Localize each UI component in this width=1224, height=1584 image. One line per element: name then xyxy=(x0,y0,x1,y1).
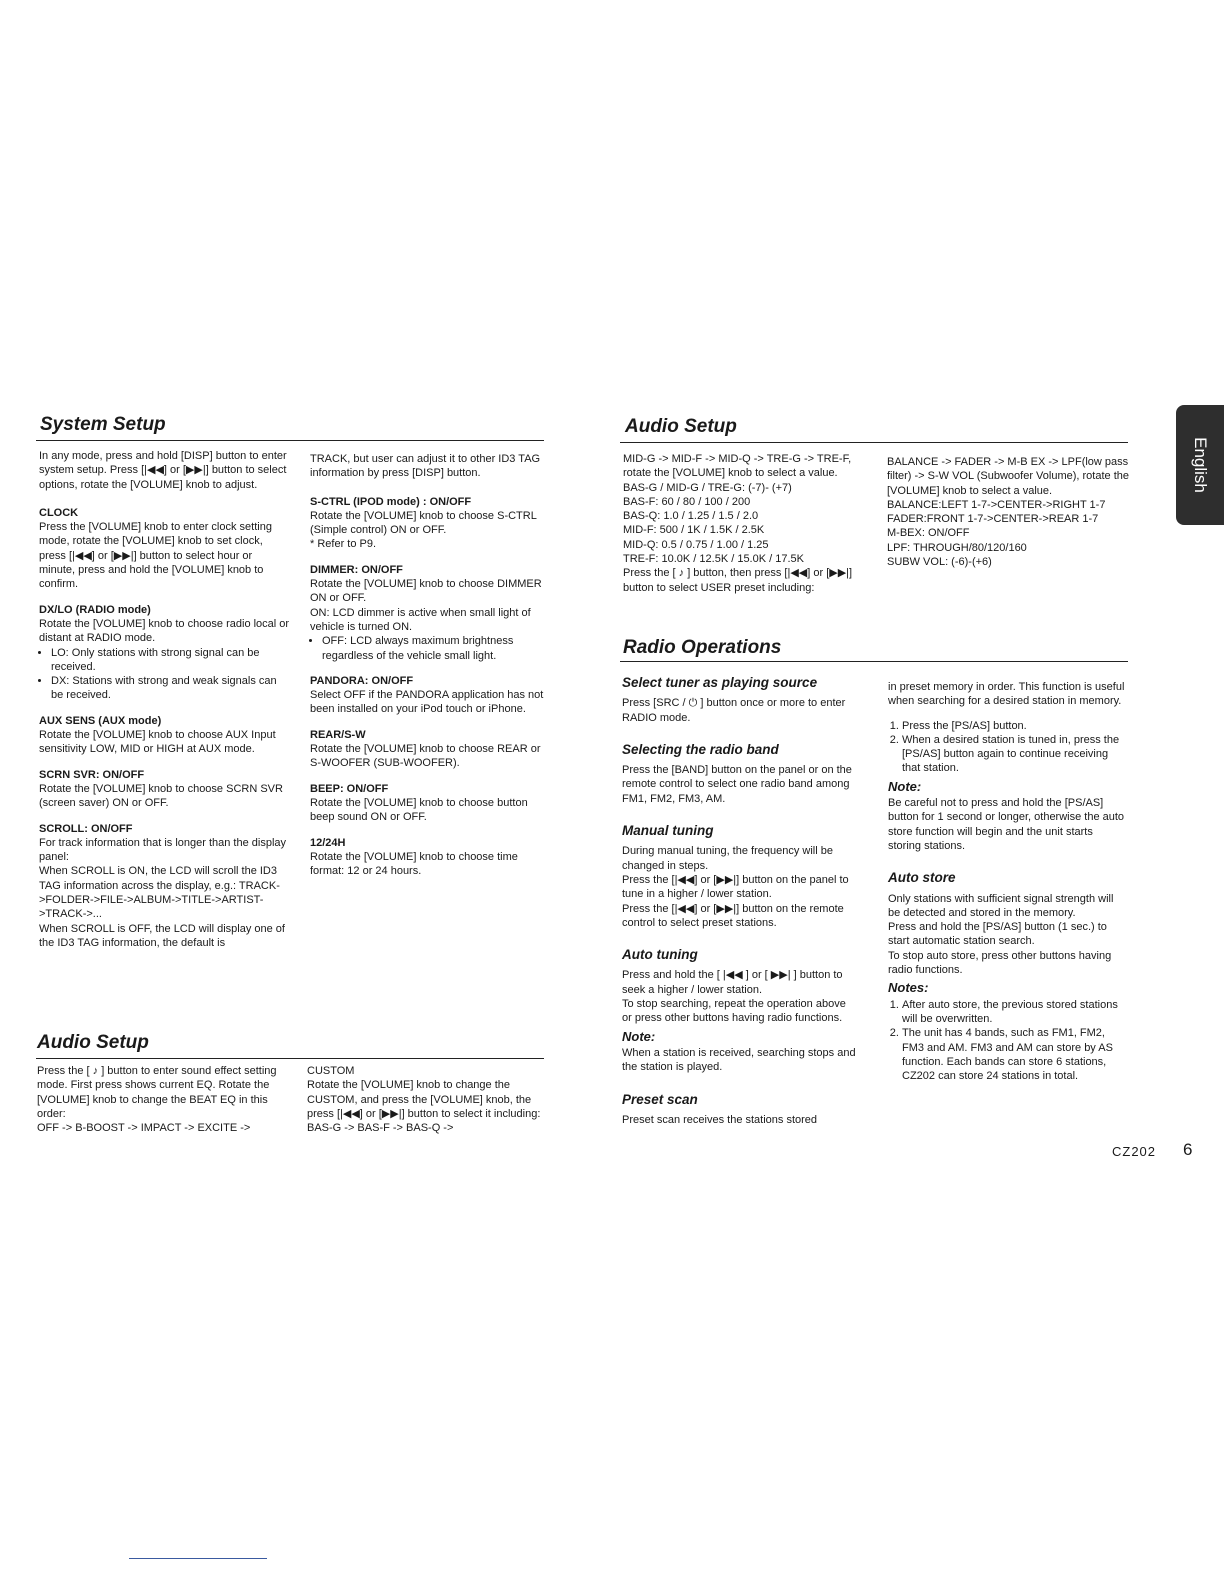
page-number: 6 xyxy=(1183,1140,1193,1159)
audio-setup-rule xyxy=(620,442,1128,443)
clock-heading: CLOCK xyxy=(39,506,79,519)
dimmer-on: ON: LCD dimmer is active when small light of vehicle is turned ON. xyxy=(310,606,531,633)
auto-store-heading: Auto store xyxy=(888,870,956,886)
scroll-text-1: For track information that is longer than the display panel: xyxy=(39,836,287,864)
audio-mid-f: MID-F: 500 / 1K / 1.5K / 2.5K xyxy=(623,524,765,537)
rear-text: Rotate the [VOLUME] knob to choose REAR or S-WOOFER (SUB-WOOFER). xyxy=(310,743,541,770)
radio-band-text: Press the [BAND] button on the panel or on the remote control to select one radio band among FM1, FM2, FM3, AM. xyxy=(622,764,852,805)
preset-scan-text: Preset scan receives the stations stored xyxy=(622,1113,818,1126)
auto-store-text-1: Only stations with sufficient signal strength will be detected and stored in the memory. xyxy=(888,892,1114,919)
audio-tre-f: TRE-F: 10.0K / 12.5K / 15.0K / 17.5K xyxy=(623,553,804,566)
dxlo-bullet-lo: • LO: Only stations with strong signal can be received. xyxy=(51,646,291,675)
select-tuner-text: Press [SRC / ⏻ ] button once or more to enter RADIO mode. xyxy=(622,697,846,724)
beep-text: Rotate the [VOLUME] knob to choose button beep sound ON or OFF. xyxy=(310,796,528,824)
audio-bas-f: BAS-F: 60 / 80 / 100 / 200 xyxy=(623,495,751,508)
auto-store-notes-heading: Notes: xyxy=(888,980,929,996)
pandora-heading: PANDORA: ON/OFF xyxy=(310,674,414,687)
system-setup-col-1 xyxy=(39,449,291,950)
audio-lpf: LPF: THROUGH/80/120/160 xyxy=(887,541,1027,554)
audio-custom-text: Rotate the [VOLUME] knob to change the CUSTOM, and press the [VOLUME] knob, the press [|◀◀] or [▶▶|] button to select it including: BAS-G -> BAS-F -> BAS-Q -> xyxy=(307,1079,541,1135)
auto-tuning-text-2: To stop searching, repeat the operation above or press other buttons having radio functions. xyxy=(622,998,846,1025)
scroll-text-3: When SCROLL is OFF, the LCD will display one of the ID3 TAG information, the default is xyxy=(39,922,285,949)
aux-heading: AUX SENS (AUX mode) xyxy=(39,714,162,727)
preset-step-1: 1. Press the [PS/AS] button. xyxy=(902,719,1128,733)
pandora-text: Select OFF if the PANDORA application has not been installed on your iPod touch or iPhone. xyxy=(310,689,544,716)
sctrl-ref: * Refer to P9. xyxy=(310,538,377,551)
dxlo-heading: DX/LO (RADIO mode) xyxy=(39,603,151,616)
audio-top-col-2 xyxy=(887,455,1129,569)
system-intro: In any mode, press and hold [DISP] button to enter system setup. Press [|◀◀] or [▶▶|] button to select options, rotate the [VOLUME] knob to adjust. xyxy=(39,450,287,491)
scroll-text-2: When SCROLL is ON, the LCD will scroll the ID3 TAG information across the display, e.g.: TRACK->FOLDER->FILE->ALBUM->TITLE->ARTIST->TRACK->... xyxy=(39,865,280,921)
audio-bas-q: BAS-Q: 1.0 / 1.25 / 1.5 / 2.0 xyxy=(623,510,759,523)
manual-tuning-text-1: During manual tuning, the frequency will be changed in steps. xyxy=(622,845,833,872)
manual-tuning-text-2: Press the [|◀◀] or [▶▶|] button on the panel to tune in a higher / lower station. xyxy=(622,873,849,901)
auto-store-text-3: To stop auto store, press other buttons having radio functions. xyxy=(888,949,1112,977)
audio-fader: FADER:FRONT 1-7->CENTER->REAR 1-7 xyxy=(887,513,1099,526)
audio-eq-order: OFF -> B-BOOST -> IMPACT -> EXCITE -> xyxy=(37,1122,251,1135)
preset-note-text: Be careful not to press and hold the [PS/AS] button for 1 second or longer, otherwise the auto store function will begin and the unit starts storing stations. xyxy=(888,797,1125,852)
audio-balance-text: BALANCE -> FADER -> M-B EX -> LPF(low pass filter) -> S-W VOL (Subwoofer Volume), rotate the [VOLUME] knob to select a value. xyxy=(887,456,1129,497)
audio-bottom-col-2 xyxy=(307,1064,543,1135)
scroll-heading: SCROLL: ON/OFF xyxy=(39,822,133,835)
audio-gain-range: BAS-G / MID-G / TRE-G: (-7)- (+7) xyxy=(623,481,792,494)
audio-custom-label: CUSTOM xyxy=(307,1065,355,1077)
radio-col-2 xyxy=(888,680,1128,1083)
h1224-heading: 12/24H xyxy=(310,836,346,849)
h1224-text: Rotate the [VOLUME] knob to choose time format: 12 or 24 hours. xyxy=(310,850,518,878)
auto-tuning-note-heading: Note: xyxy=(622,1028,656,1044)
audio-user-preset: Press the [ ♪ ] button, then press [|◀◀] or [▶▶|] button to select USER preset including: xyxy=(623,567,853,594)
manual-tuning-text-3: Press the [|◀◀] or [▶▶|] button on the remote control to select preset stations. xyxy=(622,902,844,929)
audio-eq-text: Press the [ ♪ ] button to enter sound effect setting mode. First press shows current EQ. Rotate the [VOLUME] knob to change the BEAT EQ in this order: xyxy=(37,1065,277,1120)
sctrl-heading: S-CTRL (IPOD mode) : ON/OFF xyxy=(310,495,472,508)
auto-tuning-text-1: Press and hold the [ |◀◀ ] or [ ▶▶| ] button to seek a higher / lower station. xyxy=(622,969,843,996)
audio-setup-bottom-rule xyxy=(36,1058,544,1059)
auto-tuning-note-text: When a station is received, searching stops and the station is played. xyxy=(622,1046,856,1074)
dxlo-bullet-dx: • DX: Stations with strong and weak signals can be received. xyxy=(51,674,291,703)
model-number: CZ202 xyxy=(1112,1144,1157,1159)
preset-step-2: 2. When a desired station is tuned in, press the [PS/AS] button again to continue receiving that station. xyxy=(902,733,1128,776)
audio-mid-tre: MID-G -> MID-F -> MID-Q -> TRE-G -> TRE-F, rotate the [VOLUME] knob to select a value. xyxy=(623,453,852,480)
system-setup-col-2 xyxy=(310,452,544,878)
auto-store-note-1: 1. After auto store, the previous stored stations will be overwritten. xyxy=(902,998,1128,1027)
rear-heading: REAR/S-W xyxy=(310,728,366,741)
audio-top-col-1 xyxy=(623,452,863,595)
scrn-heading: SCRN SVR: ON/OFF xyxy=(39,768,145,781)
audio-setup-bottom-title: Audio Setup xyxy=(37,1032,149,1053)
footer-line xyxy=(129,1558,267,1559)
radio-operations-rule xyxy=(620,661,1128,662)
dimmer-off: • OFF: LCD always maximum brightness regardless of the vehicle small light. xyxy=(322,634,544,663)
audio-setup-title: Audio Setup xyxy=(625,416,737,437)
sctrl-text: Rotate the [VOLUME] knob to choose S-CTRL (Simple control) ON or OFF. xyxy=(310,509,537,537)
audio-subw-vol: SUBW VOL: (-6)-(+6) xyxy=(887,556,992,569)
language-tab xyxy=(1176,405,1224,525)
audio-mbex: M-BEX: ON/OFF xyxy=(887,527,970,540)
preset-note-heading: Note: xyxy=(888,778,922,794)
radio-col-1 xyxy=(622,676,858,1127)
aux-text: Rotate the [VOLUME] knob to choose AUX Input sensitivity LOW, MID or HIGH at AUX mode. xyxy=(39,729,276,756)
auto-store-text-2: Press and hold the [PS/AS] button (1 sec.) to start automatic station search. xyxy=(888,921,1107,948)
auto-tuning-heading: Auto tuning xyxy=(622,947,698,963)
preset-scan-continued: in preset memory in order. This function is useful when searching for a desired station in memory. xyxy=(888,681,1125,708)
system-setup-title: System Setup xyxy=(40,414,166,435)
audio-balance: BALANCE:LEFT 1-7->CENTER->RIGHT 1-7 xyxy=(887,498,1106,511)
dimmer-heading: DIMMER: ON/OFF xyxy=(310,563,403,576)
beep-heading: BEEP: ON/OFF xyxy=(310,782,389,795)
scrn-text: Rotate the [VOLUME] knob to choose SCRN SVR (screen saver) ON or OFF. xyxy=(39,782,283,810)
scroll-continued: TRACK, but user can adjust it to other ID3 TAG information by press [DISP] button. xyxy=(310,453,541,480)
language-tab-label: English xyxy=(1191,437,1210,493)
radio-operations-title: Radio Operations xyxy=(623,637,782,658)
audio-bottom-col-1 xyxy=(37,1064,289,1135)
select-tuner-heading: Select tuner as playing source xyxy=(622,675,818,690)
auto-store-note-2: 2. The unit has 4 bands, such as FM1, FM2, FM3 and AM. FM3 and AM can store by AS function. Each bands can store 6 stations, CZ202 can store 24 stations in total. xyxy=(902,1026,1128,1083)
audio-mid-q: MID-Q: 0.5 / 0.75 / 1.00 / 1.25 xyxy=(623,538,769,551)
radio-band-heading: Selecting the radio band xyxy=(622,741,779,757)
preset-scan-heading: Preset scan xyxy=(622,1091,698,1107)
dxlo-text: Rotate the [VOLUME] knob to choose radio local or distant at RADIO mode. xyxy=(39,617,290,645)
system-setup-rule xyxy=(36,440,544,441)
clock-text: Press the [VOLUME] knob to enter clock setting mode, rotate the [VOLUME] knob to set clock, press [|◀◀] or [▶▶|] button to select hour or minute, press and hold the [VOLUME] knob to confirm. xyxy=(39,521,272,591)
manual-tuning-heading: Manual tuning xyxy=(622,823,714,839)
dimmer-text: Rotate the [VOLUME] knob to choose DIMMER ON or OFF. xyxy=(310,578,542,605)
